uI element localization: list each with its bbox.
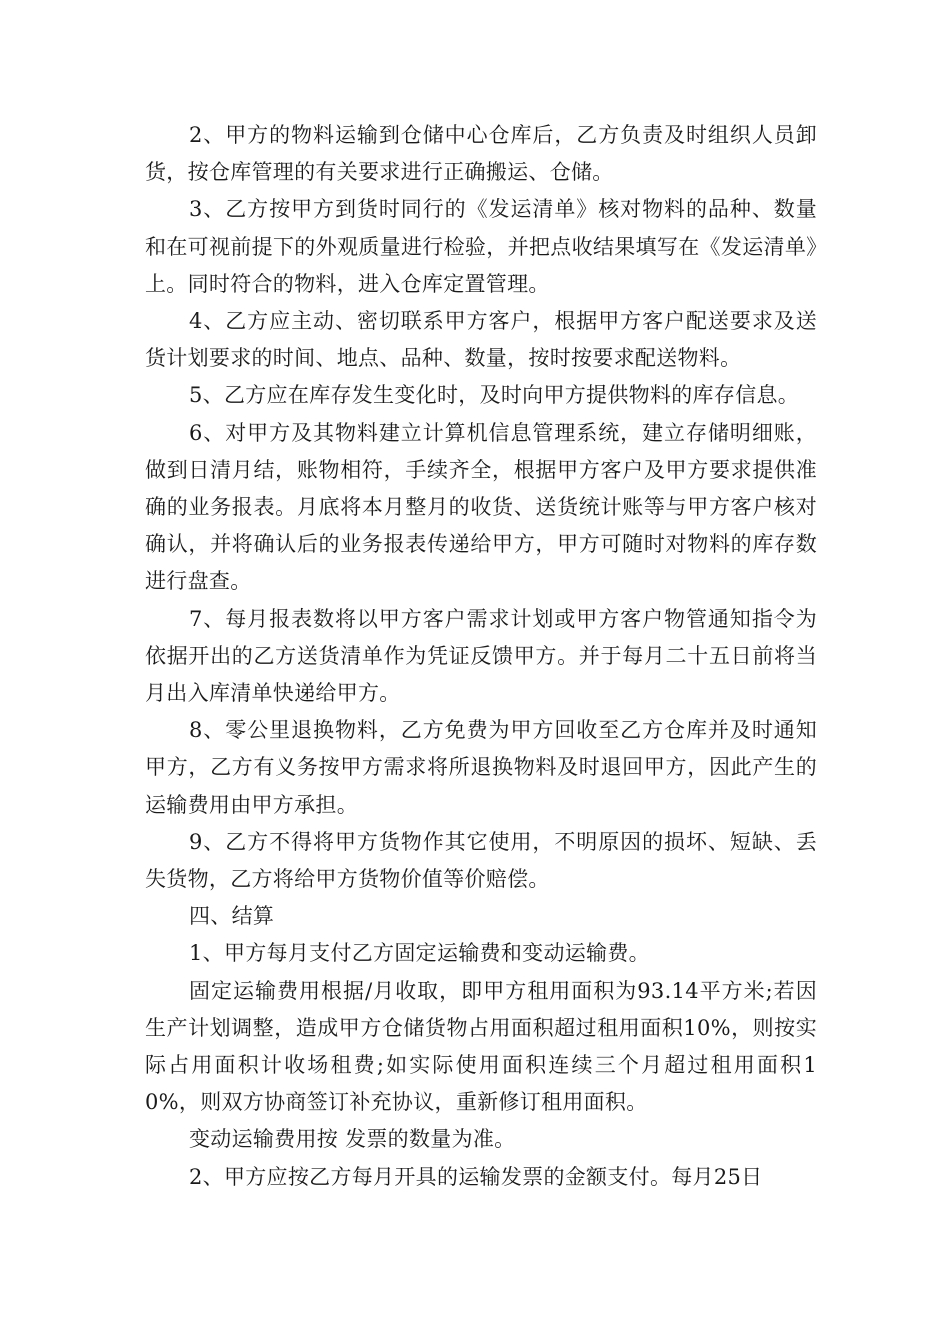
fixed-fee-paragraph: 固定运输费用根据/月收取，即甲方租用面积为93.14平方米;若因生产计划调整，造成甲方仓储货物占用面积超过租用面积10%，则按实际占用面积计收场租费;如实际使用面积连续三个月超过租用面积10%，则双方协商签订补充协议，重新修订租用面积。 (145, 978, 817, 1115)
paragraph-item-4: 4、乙方应主动、密切联系甲方客户，根据甲方客户配送要求及送货计划要求的时间、地点、品种、数量，按时按要求配送物料。 (145, 309, 817, 371)
paragraph-item-5: 5、乙方应在库存发生变化时，及时向甲方提供物料的库存信息。 (189, 383, 800, 408)
document-body (145, 117, 817, 1196)
paragraph-item-7: 7、每月报表数将以甲方客户需求计划或甲方客户物管通知指令为依据开出的乙方送货清单作为凭证反馈甲方。并于每月二十五日前将当月出入库清单快递给甲方。 (145, 606, 817, 706)
settlement-item-2: 2、甲方应按乙方每月开具的运输发票的金额支付。每月25日 (189, 1164, 763, 1189)
paragraph-item-8: 8、零公里退换物料，乙方免费为甲方回收至乙方仓库并及时通知甲方，乙方有义务按甲方需求将所退换物料及时退回甲方，因此产生的运输费用由甲方承担。 (145, 718, 817, 817)
paragraph-item-2: 2、甲方的物料运输到仓储中心仓库后，乙方负责及时组织人员卸货，按仓库管理的有关要求进行正确搬运、仓储。 (145, 123, 817, 185)
paragraph-item-9: 9、乙方不得将甲方货物作其它使用，不明原因的损坏、短缺、丢失货物，乙方将给甲方货物价值等价赔偿。 (145, 829, 817, 892)
paragraph-item-6: 6、对甲方及其物料建立计算机信息管理系统，建立存储明细账，做到日清月结，账物相符，手续齐全，根据甲方客户及甲方要求提供准确的业务报表。月底将本月整月的收货、送货统计账等与甲方客户核对确认，并将确认后的业务报表传递给甲方，甲方可随时对物料的库存数进行盘查。 (145, 420, 817, 594)
section-heading-settlement: 四、结算 (189, 904, 275, 929)
variable-fee-paragraph: 变动运输费用按 发票的数量为准。 (189, 1127, 516, 1152)
settlement-item-1: 1、甲方每月支付乙方固定运输费和变动运输费。 (189, 941, 650, 966)
paragraph-item-3: 3、乙方按甲方到货时同行的《发运清单》核对物料的品种、数量和在可视前提下的外观质量进行检验，并把点收结果填写在《发运清单》上。同时符合的物料，进入仓库定置管理。 (145, 197, 817, 296)
